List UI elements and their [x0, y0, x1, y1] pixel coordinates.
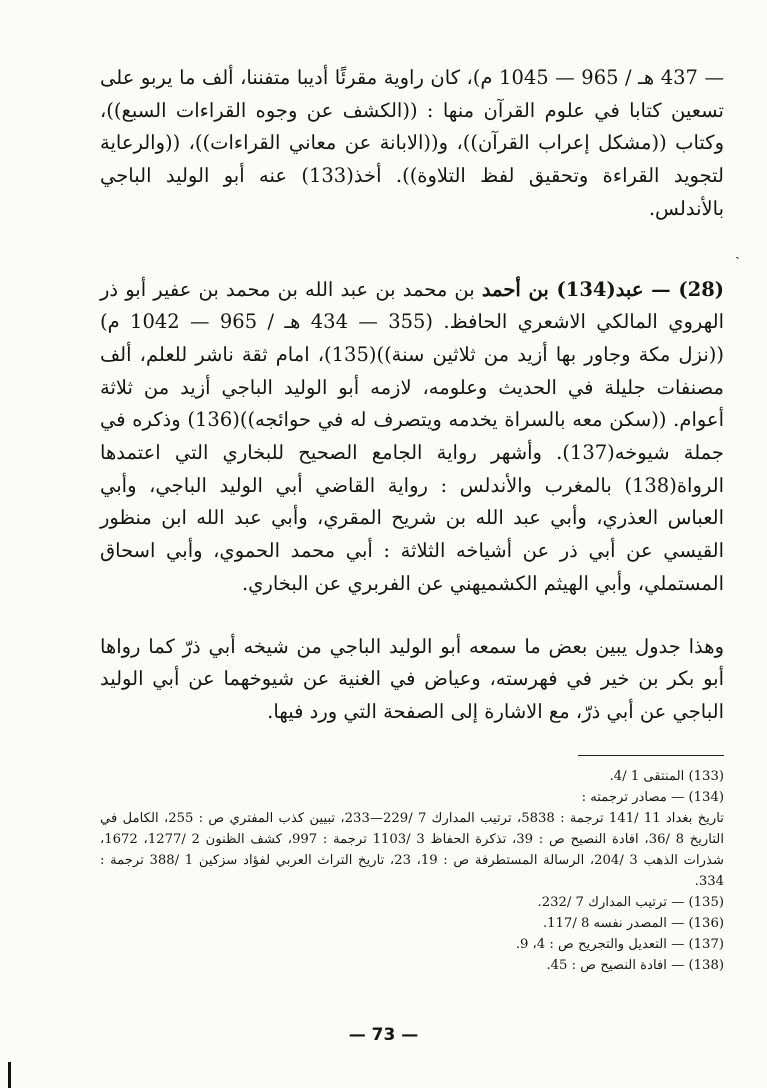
paragraph-biography-continuation: — 437 هـ / 965 — 1045 م)، كان راوية مقرئًا أديبا متفننا، ألف ما يربو على تسعين كتابا في علوم القرآن منها : ((الكشف عن وجوه القراءات السبع))، وكتاب ((مشكل إعراب القرآن))، و((الابانة عن معاني القراءات))، ((والرعاية لتجويد القراءة وتحقيق لفظ التلاوة)). أخذ(133) عنه أبو الوليد الباجي بالأندلس.: [100, 66, 724, 220]
footnote-separator: [578, 755, 724, 756]
entry-body: بن محمد بن عبد الله بن محمد بن عفير أبو ذر الهروي المالكي الاشعري الحافظ. (355 — 434 هـ / 965 — 1042 م) ((نزل مكة وجاور بها أزيد من ثلاثين سنة))(135)، امام ثقة ناشر للعلم، ألف مصنفات جليلة في الحديث وعلومه، لازمه أبو الوليد الباجي أزيد من ثلاثة أعوام. ((سكن معه بالسراة يخدمه ويتصرف له في حوائجه))(136) وذكره في جملة شيوخه(137). وأشهر رواية الجامع الصحيح للبخاري التي اعتمدها الرواة(138) بالمغرب والأندلس : رواية القاضي أبي الوليد الباجي، وأبي العباس العذري، وأبي عبد الله بن شريح المقري، وأبي عبد الله ابن منظور القيسي عن أبي ذر عن أشياخه الثلاثة : أبي محمد الحموي، وأبي اسحاق المستملي، وأبي الهيثم الكشميهني عن الفربري عن البخاري.: [100, 277, 724, 595]
page-content: [100, 62, 724, 976]
footnote-134-sources: تاريخ بغداد 11 /141 ترجمة : 5838، ترتيب المدارك 7 /229—233، تبيين كذب المفتري ص : 255، الكامل في التاريخ 8 /36، افادة النصيح ص : 39، تذكرة الحفاظ 3 /1103 ترجمة : 997، كشف الظنون 2 /1277، 1672، شذرات الذهب 3 /204، الرسالة المستطرفة ص : 19، 23، تاريخ التراث العربي لفؤاد سزكين 1 /388 ترجمة : 334.: [100, 810, 725, 889]
footnote-133: (133) المنتقى 1 /4.: [609, 768, 724, 784]
footnote-134: (134) — مصادر ترجمته :: [581, 789, 724, 805]
footnotes: [100, 766, 724, 976]
footnote-136: (136) — المصدر نفسه 8 /117.: [542, 915, 724, 931]
paragraph-entry-28: [100, 274, 724, 601]
footnote-135: (135) — ترتيب المدارك 7 /232.: [537, 894, 724, 910]
footnote-138: (138) — افادة النصيح ص : 45.: [546, 957, 724, 973]
paragraph-table-intro: وهذا جدول يبين بعض ما سمعه أبو الوليد الباجي من شيخه أبي ذرّ كما رواها أبو بكر بن خير في فهرسته، وعياض في الغنية عن شيوخهما عن أبي الوليد الباجي عن أبي ذرّ، مع الاشارة إلى الصفحة التي ورد فيها.: [100, 634, 724, 723]
scan-edge-mark: [8, 1062, 11, 1088]
footnote-137: (137) — التعديل والتجريح ص : 4، 9.: [515, 936, 724, 952]
entry-heading: (28) — عبد(134) بن أحمد: [481, 277, 724, 301]
page-number: — 73 —: [348, 1025, 419, 1045]
margin-tick-mark: ˏ: [735, 244, 740, 260]
